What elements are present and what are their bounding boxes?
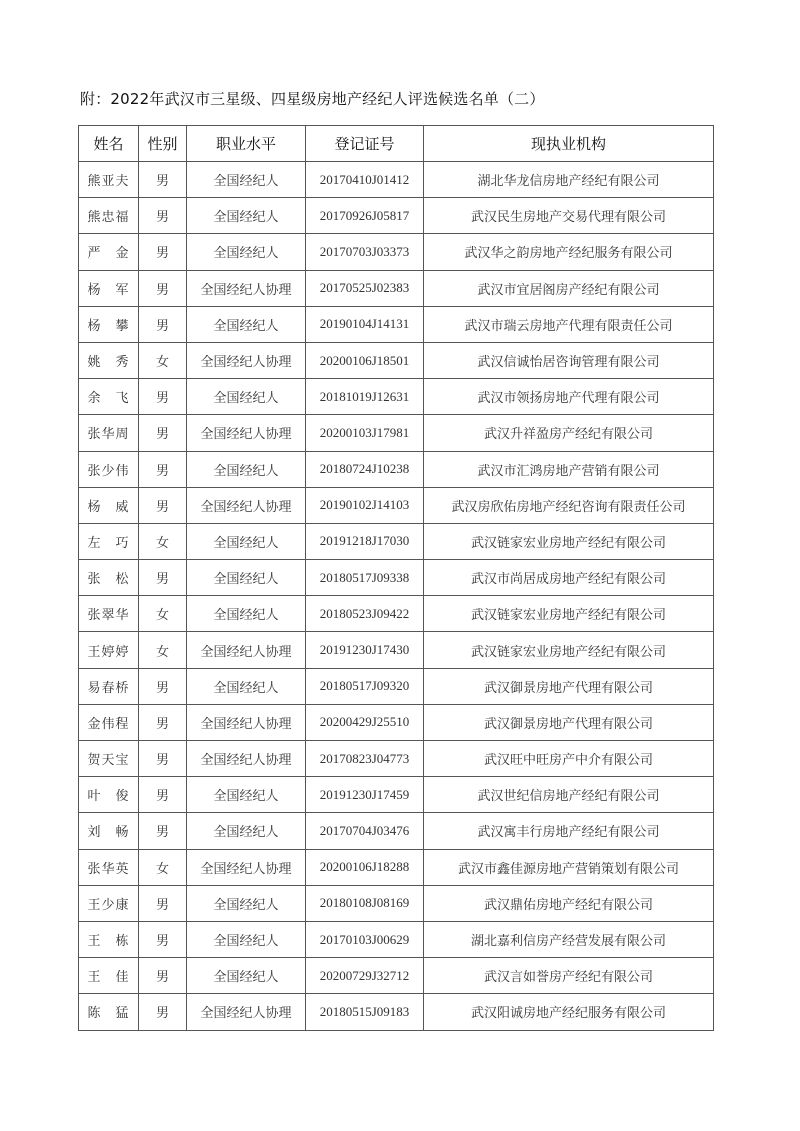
cell-name: 余 飞 xyxy=(79,379,139,415)
cell-gender: 男 xyxy=(139,704,187,740)
table-row xyxy=(79,415,714,451)
cell-gender: 男 xyxy=(139,451,187,487)
cell-gender: 女 xyxy=(139,849,187,885)
header-name: 姓名 xyxy=(79,126,139,162)
table-row xyxy=(79,741,714,777)
cell-gender: 女 xyxy=(139,342,187,378)
cell-level: 全国经纪人 xyxy=(187,451,306,487)
cell-gender: 男 xyxy=(139,885,187,921)
cell-org: 武汉寓丰行房地产经纪有限公司 xyxy=(424,813,714,849)
cell-name: 杨 攀 xyxy=(79,306,139,342)
cell-gender: 男 xyxy=(139,379,187,415)
table-row xyxy=(79,487,714,523)
cell-cert: 20191230J17459 xyxy=(306,777,424,813)
cell-cert: 20180515J09183 xyxy=(306,994,424,1030)
table-body xyxy=(79,162,714,1031)
cell-name: 张华周 xyxy=(79,415,139,451)
cell-level: 全国经纪人 xyxy=(187,885,306,921)
cell-cert: 20180108J08169 xyxy=(306,885,424,921)
cell-level: 全国经纪人 xyxy=(187,958,306,994)
cell-cert: 20190104J14131 xyxy=(306,306,424,342)
cell-org: 武汉市瑞云房地产代理有限责任公司 xyxy=(424,306,714,342)
cell-cert: 20170704J03476 xyxy=(306,813,424,849)
cell-level: 全国经纪人协理 xyxy=(187,741,306,777)
cell-level: 全国经纪人 xyxy=(187,162,306,198)
cell-name: 易春桥 xyxy=(79,668,139,704)
cell-cert: 20191218J17030 xyxy=(306,523,424,559)
table-row xyxy=(79,958,714,994)
cell-level: 全国经纪人协理 xyxy=(187,704,306,740)
cell-name: 叶 俊 xyxy=(79,777,139,813)
cell-level: 全国经纪人 xyxy=(187,234,306,270)
cell-cert: 20190102J14103 xyxy=(306,487,424,523)
cell-org: 武汉民生房地产交易代理有限公司 xyxy=(424,198,714,234)
cell-name: 贺天宝 xyxy=(79,741,139,777)
cell-cert: 20191230J17430 xyxy=(306,632,424,668)
cell-level: 全国经纪人协理 xyxy=(187,632,306,668)
cell-org: 湖北华龙信房地产经纪有限公司 xyxy=(424,162,714,198)
header-org: 现执业机构 xyxy=(424,126,714,162)
table-header-row xyxy=(79,126,714,162)
cell-org: 武汉御景房地产代理有限公司 xyxy=(424,668,714,704)
cell-level: 全国经纪人 xyxy=(187,777,306,813)
cell-name: 姚 秀 xyxy=(79,342,139,378)
table-row xyxy=(79,704,714,740)
cell-org: 武汉市尚居成房地产经纪有限公司 xyxy=(424,560,714,596)
cell-org: 武汉旺中旺房产中介有限公司 xyxy=(424,741,714,777)
cell-org: 武汉信诚怡居咨询管理有限公司 xyxy=(424,342,714,378)
cell-org: 武汉升祥盈房产经纪有限公司 xyxy=(424,415,714,451)
cell-gender: 男 xyxy=(139,560,187,596)
cell-name: 王 栋 xyxy=(79,921,139,957)
table-row xyxy=(79,560,714,596)
cell-gender: 男 xyxy=(139,270,187,306)
cell-level: 全国经纪人协理 xyxy=(187,270,306,306)
cell-gender: 男 xyxy=(139,487,187,523)
cell-gender: 女 xyxy=(139,523,187,559)
cell-cert: 20180523J09422 xyxy=(306,596,424,632)
cell-cert: 20200106J18288 xyxy=(306,849,424,885)
table-row xyxy=(79,234,714,270)
cell-org: 武汉言如誉房产经纪有限公司 xyxy=(424,958,714,994)
cell-org: 武汉市领扬房地产代理有限公司 xyxy=(424,379,714,415)
cell-org: 武汉链家宏业房地产经纪有限公司 xyxy=(424,523,714,559)
cell-cert: 20200429J25510 xyxy=(306,704,424,740)
cell-name: 王 佳 xyxy=(79,958,139,994)
cell-name: 刘 畅 xyxy=(79,813,139,849)
cell-gender: 男 xyxy=(139,813,187,849)
cell-org: 武汉世纪信房地产经纪有限公司 xyxy=(424,777,714,813)
cell-cert: 20170410J01412 xyxy=(306,162,424,198)
cell-name: 王婷婷 xyxy=(79,632,139,668)
cell-cert: 20200106J18501 xyxy=(306,342,424,378)
cell-gender: 男 xyxy=(139,994,187,1030)
table-row xyxy=(79,994,714,1030)
cell-gender: 男 xyxy=(139,234,187,270)
table-row xyxy=(79,379,714,415)
cell-gender: 男 xyxy=(139,198,187,234)
table-row xyxy=(79,270,714,306)
cell-name: 熊亚夫 xyxy=(79,162,139,198)
cell-name: 金伟程 xyxy=(79,704,139,740)
cell-cert: 20180517J09320 xyxy=(306,668,424,704)
document-title: 附：2022年武汉市三星级、四星级房地产经纪人评选候选名单（二） xyxy=(80,90,545,108)
cell-gender: 男 xyxy=(139,921,187,957)
table-row xyxy=(79,813,714,849)
cell-org: 武汉市汇鸿房地产营销有限公司 xyxy=(424,451,714,487)
cell-cert: 20200729J32712 xyxy=(306,958,424,994)
cell-level: 全国经纪人 xyxy=(187,198,306,234)
cell-level: 全国经纪人 xyxy=(187,668,306,704)
cell-cert: 20170926J05817 xyxy=(306,198,424,234)
cell-cert: 20170703J03373 xyxy=(306,234,424,270)
table-row xyxy=(79,849,714,885)
table-row xyxy=(79,306,714,342)
cell-name: 熊忠福 xyxy=(79,198,139,234)
cell-cert: 20181019J12631 xyxy=(306,379,424,415)
cell-cert: 20200103J17981 xyxy=(306,415,424,451)
cell-gender: 男 xyxy=(139,777,187,813)
cell-name: 左 巧 xyxy=(79,523,139,559)
cell-level: 全国经纪人协理 xyxy=(187,849,306,885)
table-row xyxy=(79,198,714,234)
cell-level: 全国经纪人协理 xyxy=(187,487,306,523)
cell-cert: 20180517J09338 xyxy=(306,560,424,596)
cell-name: 陈 猛 xyxy=(79,994,139,1030)
table-row xyxy=(79,162,714,198)
cell-cert: 20170103J00629 xyxy=(306,921,424,957)
header-level: 职业水平 xyxy=(187,126,306,162)
cell-gender: 女 xyxy=(139,632,187,668)
cell-gender: 男 xyxy=(139,741,187,777)
cell-name: 张华英 xyxy=(79,849,139,885)
table-row xyxy=(79,668,714,704)
table-row xyxy=(79,921,714,957)
cell-name: 张少伟 xyxy=(79,451,139,487)
cell-org: 武汉房欣佑房地产经纪咨询有限责任公司 xyxy=(424,487,714,523)
cell-level: 全国经纪人 xyxy=(187,560,306,596)
header-cert: 登记证号 xyxy=(306,126,424,162)
cell-level: 全国经纪人 xyxy=(187,306,306,342)
cell-gender: 男 xyxy=(139,306,187,342)
candidate-table xyxy=(78,125,714,1031)
cell-org: 武汉阳诚房地产经纪服务有限公司 xyxy=(424,994,714,1030)
cell-cert: 20180724J10238 xyxy=(306,451,424,487)
cell-name: 张翠华 xyxy=(79,596,139,632)
cell-name: 张 松 xyxy=(79,560,139,596)
cell-gender: 女 xyxy=(139,596,187,632)
table-row xyxy=(79,777,714,813)
table-row xyxy=(79,342,714,378)
cell-gender: 男 xyxy=(139,415,187,451)
cell-cert: 20170823J04773 xyxy=(306,741,424,777)
table-row xyxy=(79,885,714,921)
cell-level: 全国经纪人 xyxy=(187,813,306,849)
cell-cert: 20170525J02383 xyxy=(306,270,424,306)
cell-org: 湖北嘉利信房产经营发展有限公司 xyxy=(424,921,714,957)
header-gender: 性别 xyxy=(139,126,187,162)
cell-org: 武汉鼎佑房地产经纪有限公司 xyxy=(424,885,714,921)
cell-level: 全国经纪人 xyxy=(187,596,306,632)
cell-org: 武汉链家宏业房地产经纪有限公司 xyxy=(424,632,714,668)
cell-org: 武汉链家宏业房地产经纪有限公司 xyxy=(424,596,714,632)
cell-org: 武汉市鑫佳源房地产营销策划有限公司 xyxy=(424,849,714,885)
cell-level: 全国经纪人协理 xyxy=(187,994,306,1030)
cell-name: 杨 威 xyxy=(79,487,139,523)
cell-level: 全国经纪人 xyxy=(187,379,306,415)
table-row xyxy=(79,451,714,487)
cell-gender: 男 xyxy=(139,668,187,704)
table-row xyxy=(79,596,714,632)
cell-gender: 男 xyxy=(139,162,187,198)
table-row xyxy=(79,632,714,668)
cell-org: 武汉御景房地产代理有限公司 xyxy=(424,704,714,740)
cell-name: 杨 军 xyxy=(79,270,139,306)
cell-org: 武汉市宜居阁房产经纪有限公司 xyxy=(424,270,714,306)
cell-name: 严 金 xyxy=(79,234,139,270)
cell-name: 王少康 xyxy=(79,885,139,921)
cell-level: 全国经纪人 xyxy=(187,523,306,559)
cell-gender: 男 xyxy=(139,958,187,994)
cell-level: 全国经纪人 xyxy=(187,921,306,957)
cell-level: 全国经纪人协理 xyxy=(187,415,306,451)
cell-level: 全国经纪人协理 xyxy=(187,342,306,378)
table-row xyxy=(79,523,714,559)
cell-org: 武汉华之韵房地产经纪服务有限公司 xyxy=(424,234,714,270)
